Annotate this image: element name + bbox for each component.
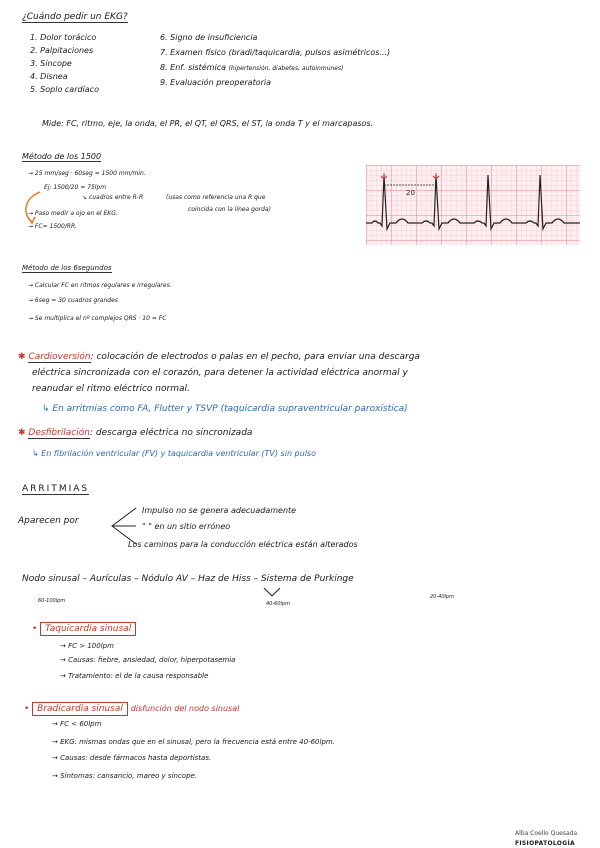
- path-rate-2: 40-60lpm: [266, 601, 290, 607]
- arr-title: ARRITMIAS: [22, 484, 90, 494]
- m6-line-2: → 6seg = 30 cuadros grandes: [28, 297, 118, 304]
- arr-branch-1: Impulso no se genera adecuadamente: [142, 506, 297, 515]
- taqui-bullet: •: [32, 624, 41, 634]
- cardio-asterisk: ✱: [18, 352, 29, 362]
- m6-title: Método de los 6segundos: [22, 264, 112, 272]
- ekg-item-4: 4. Disnea: [30, 72, 68, 81]
- orange-arrow-icon: [18, 188, 48, 228]
- taqui-line-1: → FC > 100lpm: [60, 642, 114, 650]
- ekg-item-2: 2. Palpitaciones: [30, 46, 94, 55]
- bradi-header: [24, 704, 239, 714]
- m1500-line-3b: (usas como referencia una R que: [166, 194, 266, 201]
- desfib-term: Desfibrilación: [28, 428, 90, 438]
- ekg-mide: Mide: FC, ritmo, eje, la onda, el PR, el QT, el QRS, el ST, la onda T y el marcapasos.: [42, 119, 374, 128]
- path-rate-3: 20-40lpm: [430, 594, 454, 600]
- bradi-line-4: → Síntomas: cansancio, mareo y síncope.: [52, 772, 198, 780]
- ekg-item-6: 6. Signo de insuficiencia: [160, 33, 258, 42]
- desfib-def-1: : descarga eléctrica no sincronizada: [89, 428, 253, 438]
- v-mark-icon: [262, 586, 282, 598]
- cardio-def-1: : colocación de electrodos o palas en el pecho, para enviar una descarga: [90, 352, 420, 362]
- m1500-line-1: → 25 mm/seg · 60seg = 1500 mm/min.: [28, 170, 146, 177]
- taqui-line-2: → Causas: fiebre, ansiedad, dolor, hiperpotasemia: [60, 656, 236, 664]
- ekg-item-3: 3. Síncope: [30, 59, 72, 68]
- m6-line-3: → Se multiplica el nº complejos QRS · 10 = FC: [28, 315, 167, 322]
- desfib-line-1: [18, 428, 252, 438]
- m1500-line-3: ↘ cuadros entre R-R: [82, 194, 144, 201]
- cardio-line-3: reanudar el ritmo eléctrico normal.: [32, 384, 190, 394]
- cardio-line-1: [18, 352, 420, 362]
- m1500-line-5: → FC= 1500/RR.: [28, 223, 78, 230]
- taqui-line-3: → Tratamiento: el de la causa responsable: [60, 672, 209, 680]
- ecg-strip: [366, 165, 580, 245]
- ekg-item-9: 9. Evaluación preoperatoria: [160, 78, 272, 87]
- m1500-line-3c: coincida con la línea gorda): [188, 206, 271, 213]
- bradi-sub: disfunción del nodo sinusal: [130, 704, 240, 713]
- footer-subject: FISIOPATOLOGÍA: [515, 840, 575, 847]
- arr-aparecen: Aparecen por: [18, 516, 79, 526]
- ekg-item-5: 5. Soplo cardíaco: [30, 85, 99, 94]
- desfib-line-2: ↳ En fibrilación ventricular (FV) y taquicardia ventricular (TV) sin pulso: [32, 449, 316, 458]
- bradi-title: Bradicardia sinusal: [32, 702, 128, 716]
- taqui-title: Taquicardia sinusal: [40, 622, 136, 636]
- cardio-term: Cardioversión: [28, 352, 91, 362]
- bradi-line-2: → EKG: mismas ondas que en el sinusal, pero la frecuencia está entre 40-60lpm.: [52, 738, 335, 746]
- footer-author: Alba Coello Quesada: [515, 830, 578, 837]
- bradi-line-3: → Causas: desde fármacos hasta deportistas.: [52, 754, 212, 762]
- ecg-label: 20: [406, 189, 415, 197]
- cardio-line-4: ↳ En arritmias como FA, Flutter y TSVP (taquicardia supraventricular paroxística): [42, 404, 408, 414]
- arr-branch-2: " " en un sitio erróneo: [142, 522, 231, 531]
- path-line: Nodo sinusal – Aurículas – Nódulo AV – Haz de Hiss – Sistema de Purkinge: [22, 574, 354, 584]
- ekg-title: ¿Cuándo pedir un EKG?: [22, 12, 128, 22]
- m1500-line-2: Ej: 1500/20 = 75lpm: [44, 184, 107, 191]
- ekg-item-1: 1. Dolor torácico: [30, 33, 97, 42]
- path-rate-1: 60-100lpm: [38, 598, 66, 604]
- cardio-line-2: eléctrica sincronizada con el corazón, para detener la actividad eléctrica anormal y: [32, 368, 408, 378]
- bradi-line-1: → FC < 60lpm: [52, 720, 102, 728]
- ecg-trace: [366, 165, 580, 245]
- taqui-header: [32, 624, 136, 634]
- m1500-title: Método de los 1500: [22, 152, 102, 161]
- m6-line-1: → Calcular FC en ritmos regulares e irregulares.: [28, 282, 172, 289]
- desfib-asterisk: ✱: [18, 428, 29, 438]
- bradi-bullet: •: [24, 704, 33, 714]
- arr-branch-3: Los caminos para la conducción eléctrica están alterados: [128, 540, 358, 549]
- m1500-line-4: → Paso medir a ojo en el EKG.: [28, 210, 118, 217]
- ekg-item-7: 7. Examen físico (bradi/taquicardia, pulsos asimétricos...): [160, 48, 391, 57]
- ekg-item-8: 8. Enf. sistémica (hipertensión, diabetes, autoinmunes): [160, 63, 344, 72]
